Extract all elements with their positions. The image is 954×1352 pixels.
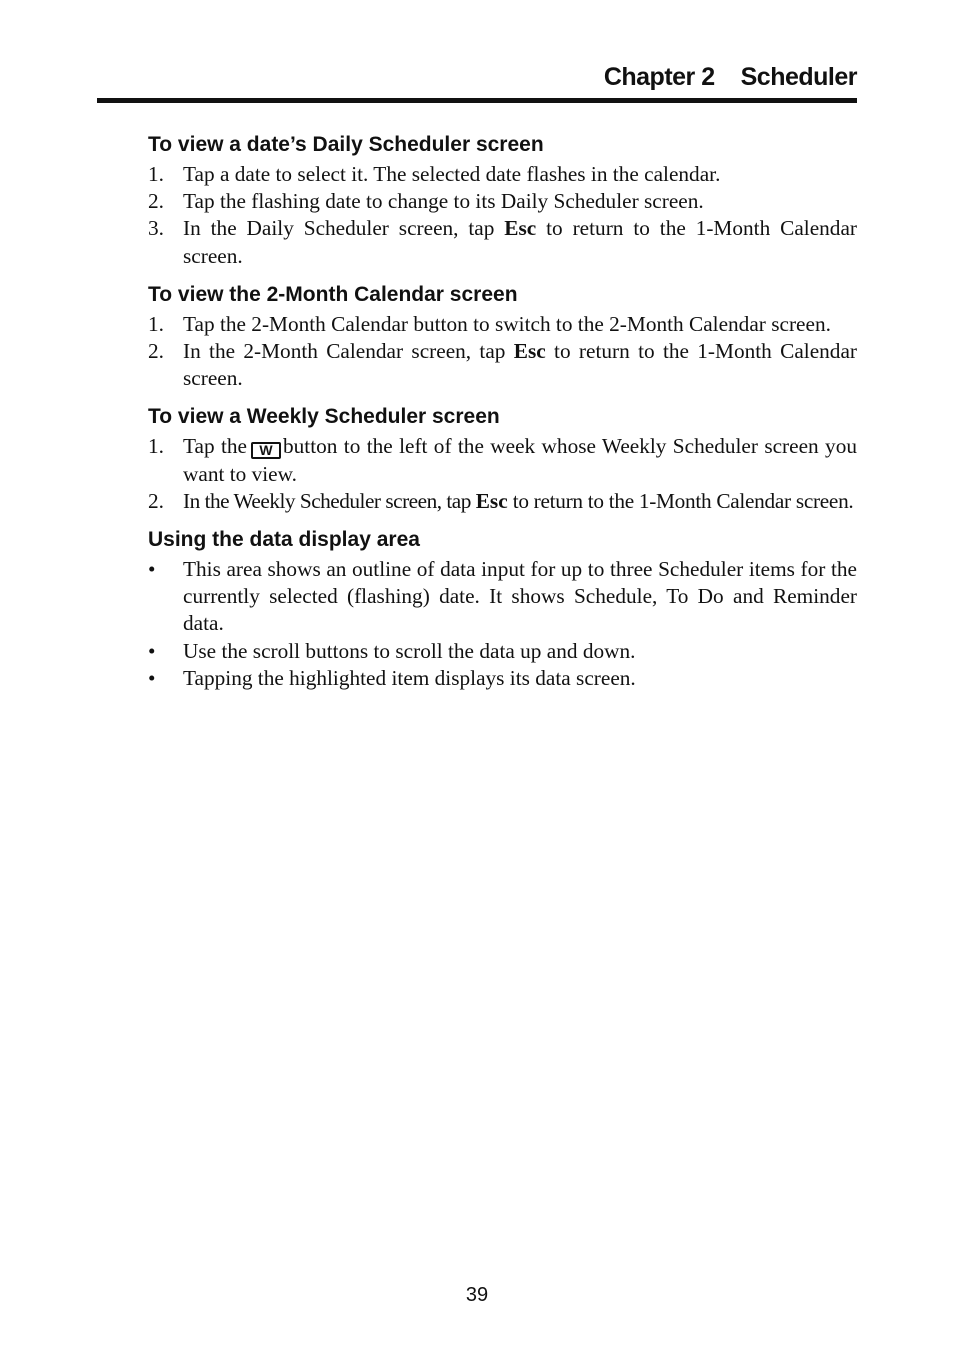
bullet-text: Use the scroll buttons to scroll the data up and down.: [183, 638, 636, 663]
section-heading-daily: To view a date’s Daily Scheduler screen: [148, 133, 544, 156]
bullet-text: This area shows an outline of data input for up to three Scheduler items for the currently selected (flashing) date. It shows Schedule, To Do and Reminder data.: [183, 557, 857, 636]
bullet-marker: •: [148, 638, 156, 663]
step-text: to return to the 1-Month Calendar screen.: [183, 216, 857, 268]
step-number: 1.: [148, 162, 164, 186]
page-header: [97, 58, 857, 103]
list-item: [148, 433, 857, 487]
bullets-data-display: [148, 556, 857, 692]
weekly-button-icon: W: [251, 442, 281, 459]
section-heading-data-display: Using the data display area: [148, 528, 420, 552]
list-item: [148, 665, 857, 692]
steps-daily: [148, 161, 857, 270]
esc-key-label: Esc: [513, 339, 546, 364]
step-text: In the Weekly Scheduler screen, tap: [183, 488, 476, 513]
step-number: 2.: [148, 339, 164, 364]
page-number: 39: [465, 1284, 489, 1306]
list-item: [148, 488, 857, 515]
step-text: Tap a date to select it. The selected date flashes in the calendar.: [183, 162, 721, 186]
step-text: In the 2-Month Calendar screen, tap: [183, 339, 514, 364]
chapter-label: Chapter 2: [603, 63, 715, 91]
step-text: to return to the 1-Month Calendar screen.: [507, 488, 854, 513]
steps-2-month: [148, 311, 857, 393]
list-item: [148, 338, 857, 392]
esc-key-label: Esc: [504, 216, 537, 241]
bullet-marker: •: [148, 557, 156, 582]
section-heading-weekly: To view a Weekly Scheduler screen: [148, 405, 500, 429]
list-item: [148, 188, 857, 215]
step-text: Tap the: [183, 434, 247, 459]
step-text: Tap the flashing date to change to its Daily Scheduler screen.: [183, 189, 704, 214]
step-text: to return to the 1-Month Calendar screen.: [183, 339, 857, 391]
esc-key-label: Esc: [475, 488, 508, 513]
bullet-text: Tapping the highlighted item displays its data screen.: [183, 665, 636, 690]
chapter-title: [604, 63, 857, 91]
page-content: [148, 128, 857, 700]
list-item: [148, 556, 857, 638]
steps-weekly: [148, 433, 857, 515]
step-text: button to the left of the week whose Weekly Scheduler screen you want to view.: [183, 434, 857, 486]
step-number: 1.: [148, 311, 164, 336]
step-text: Tap the 2-Month Calendar button to switch to the 2-Month Calendar screen.: [183, 311, 831, 336]
step-number: 2.: [148, 488, 164, 513]
list-item: [148, 311, 857, 338]
list-item: [148, 638, 857, 665]
step-text: In the Daily Scheduler screen, tap: [183, 216, 505, 241]
bullet-marker: •: [148, 665, 156, 690]
section-heading-2-month: To view the 2-Month Calendar screen: [148, 282, 518, 306]
step-number: 2.: [148, 189, 164, 214]
step-number: 1.: [148, 434, 164, 459]
list-item: [148, 215, 857, 269]
chapter-name: Scheduler: [740, 63, 857, 91]
list-item: [148, 161, 857, 188]
step-number: 3.: [148, 216, 164, 241]
